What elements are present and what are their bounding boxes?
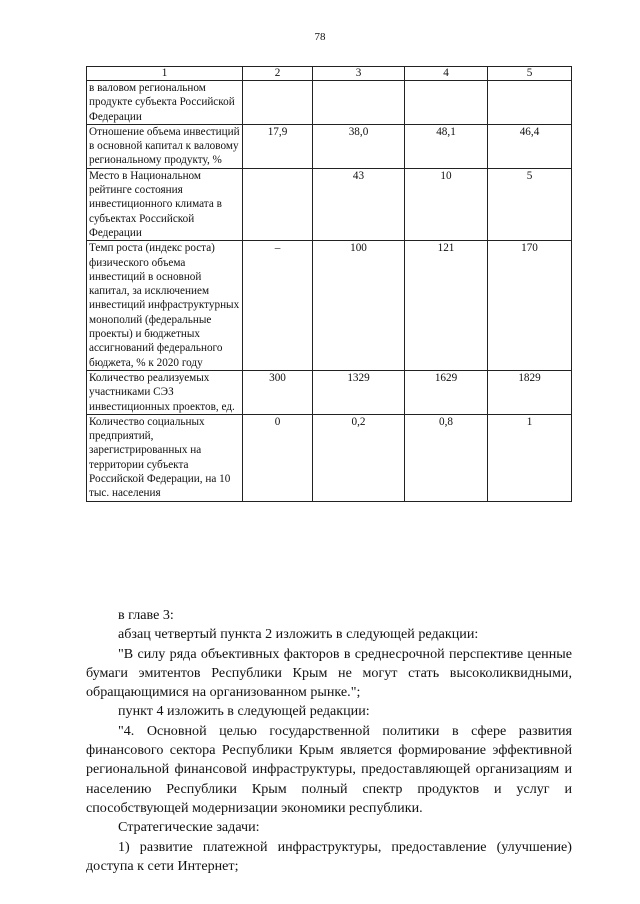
indicators-table: [86, 66, 572, 502]
paragraph-quote: "В силу ряда объективных факторов в среднесрочной перспективе ценные бумаги эмитентов Республики Крым не могут стать высоколиквидными, обращающимися на организованном рынке.";: [86, 645, 572, 701]
table-cell: 43: [313, 168, 405, 240]
column-header: 3: [313, 67, 405, 81]
table-cell: 0: [243, 414, 313, 501]
table-row: [87, 241, 572, 371]
table-cell: 170: [488, 241, 572, 371]
table-cell: 5: [488, 168, 572, 240]
table-cell: 46,4: [488, 124, 572, 168]
table-cell: 38,0: [313, 124, 405, 168]
column-header: 2: [243, 67, 313, 81]
row-label: Отношение объема инвестиций в основной капитал к валовому региональному продукту, %: [87, 124, 243, 168]
table-cell: 0,2: [313, 414, 405, 501]
paragraph-list-item: 1) развитие платежной инфраструктуры, предоставление (улучшение) доступа к сети Интернет;: [86, 838, 572, 874]
column-header: 4: [405, 67, 488, 81]
table-row: [87, 81, 572, 125]
table-cell: –: [243, 241, 313, 371]
paragraph-chapter-heading: в главе 3:: [118, 607, 174, 623]
table-row: [87, 124, 572, 168]
paragraph-instruction: абзац четвертый пункта 2 изложить в следующей редакции:: [118, 626, 479, 643]
table-row: [87, 168, 572, 240]
paragraph-subheading: Стратегические задачи:: [118, 819, 260, 836]
column-header: 1: [87, 67, 243, 81]
table-cell: [405, 81, 488, 125]
row-label: Темп роста (индекс роста) физического объема инвестиций в основной капитал, за исключением инвестиций инфраструктурных монополий (федеральные проекты) и бюджетных ассигнований федерального бюджета, % к 2020 году: [87, 241, 243, 371]
document-body: [86, 606, 572, 876]
row-label: Количество социальных предприятий, зарегистрированных на территории субъекта Российской Федерации, на 10 тыс. населения: [87, 414, 243, 501]
row-label: Место в Национальном рейтинге состояния инвестиционного климата в субъектах Российской Федерации: [87, 168, 243, 240]
table-cell: 1: [488, 414, 572, 501]
table-cell: [243, 81, 313, 125]
table-cell: [488, 81, 572, 125]
table-cell: 1829: [488, 370, 572, 414]
table-row: [87, 370, 572, 414]
table-cell: 17,9: [243, 124, 313, 168]
table-cell: [243, 168, 313, 240]
table-header-row: [87, 67, 572, 81]
table-cell: 0,8: [405, 414, 488, 501]
paragraph-quote: "4. Основной целью государственной политики в сфере развития финансового сектора Республики Крым является формирование эффективной региональной финансовой инфраструктуры, предоставляющей организациям и населению Республики Крым полный спектр продуктов и услуг и способствующей модернизации экономики республики.: [86, 722, 572, 816]
table-cell: 48,1: [405, 124, 488, 168]
table-cell: [313, 81, 405, 125]
column-header: 5: [488, 67, 572, 81]
table-cell: 1629: [405, 370, 488, 414]
table-cell: 1329: [313, 370, 405, 414]
paragraph-instruction: пункт 4 изложить в следующей редакции:: [118, 703, 370, 720]
table-cell: 100: [313, 241, 405, 371]
row-label: в валовом региональном продукте субъекта Российской Федерации: [87, 81, 243, 125]
table-row: [87, 414, 572, 501]
table-cell: 121: [405, 241, 488, 371]
page-number: 78: [314, 31, 326, 43]
table-cell: 300: [243, 370, 313, 414]
table-cell: 10: [405, 168, 488, 240]
row-label: Количество реализуемых участниками СЭЗ инвестиционных проектов, ед.: [87, 370, 243, 414]
